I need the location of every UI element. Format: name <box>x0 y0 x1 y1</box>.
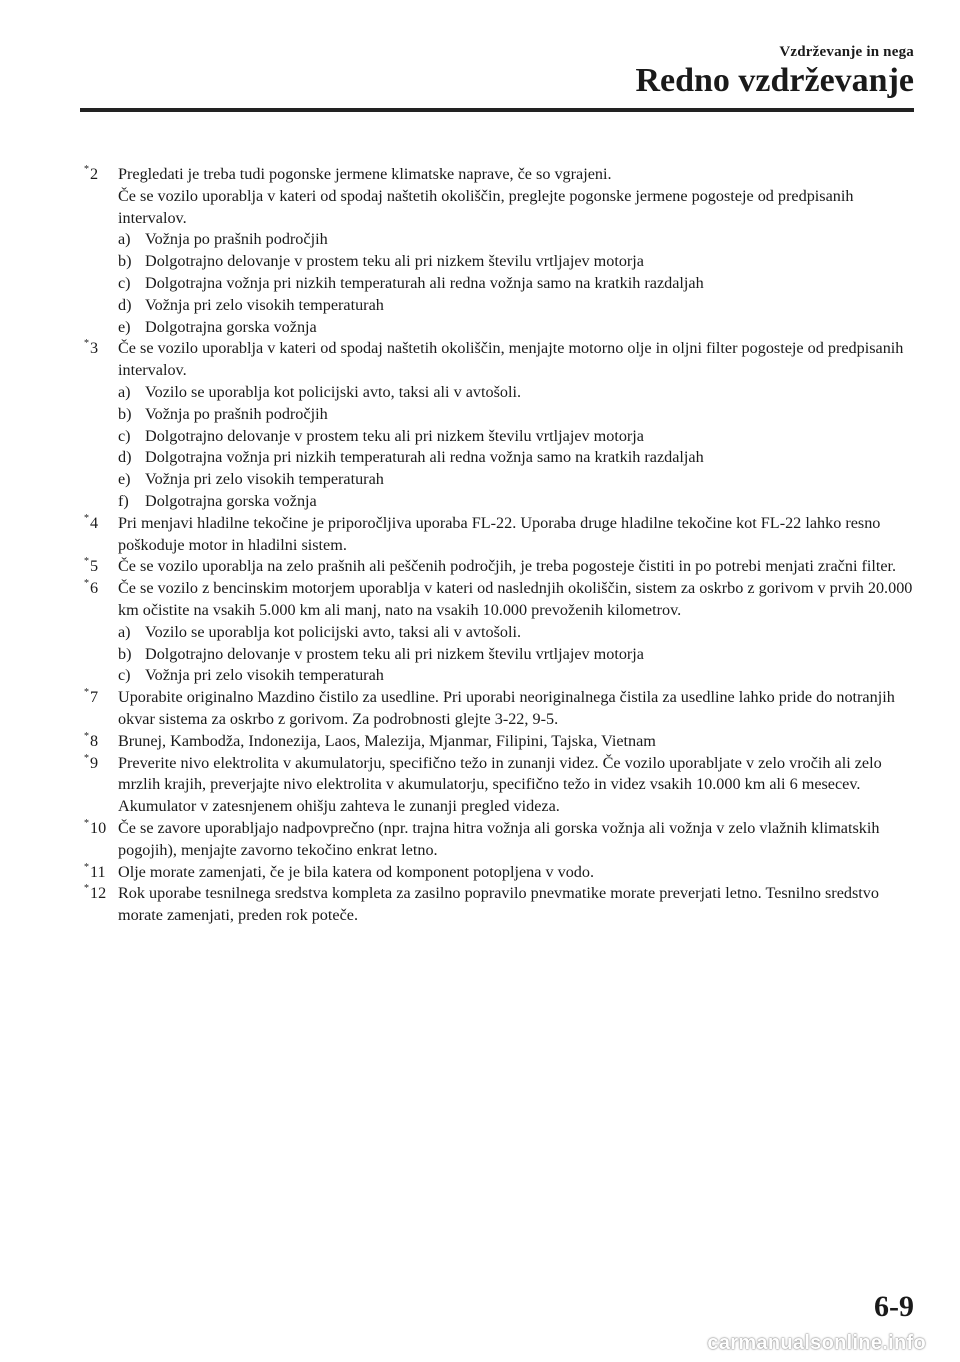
page-title: Redno vzdrževanje <box>635 62 914 99</box>
footnote-paragraph: Preverite nivo elektrolita v akumulatorju, specifično težo in zunanji videz. Če vozilo uporabljate v zelo vročih ali zelo mrzlih krajih, preverjajte nivo elektrolita v akumulatorju, specifično težo in videz vsakih 10.000 km ali 6 mesecev. Akumulator v zatesnjenem ohišju zahteva le zunanji pregled videza. <box>118 753 882 816</box>
list-item-letter: c) <box>118 273 131 292</box>
list-item <box>118 622 920 644</box>
footnote <box>84 753 920 818</box>
footnote-asterisk: * <box>84 578 89 590</box>
list-item-letter: a) <box>118 382 131 401</box>
list-item-text: Vožnja po prašnih področjih <box>145 404 328 423</box>
footnote-asterisk: * <box>84 817 89 829</box>
list-item-text: Vožnja po prašnih področjih <box>145 230 328 249</box>
footnote-asterisk: * <box>84 556 89 568</box>
footnote-paragraph: Brunej, Kambodža, Indonezija, Laos, Malezija, Mjanmar, Filipini, Tajska, Vietnam <box>118 731 656 750</box>
footnote-paragraph: Rok uporabe tesnilnega sredstva kompleta za zasilno popravilo pnevmatike morate preverjati letno. Tesnilno sredstvo morate zamenjati, preden rok poteče. <box>118 884 879 925</box>
footnote-index: 8 <box>90 731 99 750</box>
list-item <box>118 644 920 666</box>
list-item <box>118 491 920 513</box>
footnote-number <box>84 818 118 862</box>
footnote <box>84 862 920 884</box>
list-item-text: Dolgotrajna vožnja pri nizkih temperaturah ali redna vožnja samo na kratkih razdaljah <box>145 273 704 292</box>
footnote-index: 9 <box>90 753 99 772</box>
footnote <box>84 578 920 687</box>
list-item-text: Vožnja pri zelo visokih temperaturah <box>145 666 384 685</box>
page-number: 6-9 <box>874 1290 914 1323</box>
footnote-body <box>118 731 920 753</box>
footnote-body <box>118 513 920 557</box>
list-item-text: Dolgotrajna gorska vožnja <box>145 491 317 510</box>
footnote <box>84 883 920 927</box>
list-item-letter: c) <box>118 666 131 685</box>
footnote-body <box>118 818 920 862</box>
list-item <box>118 665 920 687</box>
footnote <box>84 338 920 512</box>
list-item-letter: c) <box>118 426 131 445</box>
footnote-index: 2 <box>90 165 99 183</box>
footnote-paragraph: Če se vozilo z bencinskim motorjem uporablja v kateri od naslednjih okoliščin, sistem za oskrbo z gorivom v prvih 20.000 km očistite na vsakih 5.000 km ali manj, nato na vsakih 10.000 prevoženih kilometrov. <box>118 579 913 619</box>
list-item-text: Dolgotrajna vožnja pri nizkih temperaturah ali redna vožnja samo na kratkih razdaljah <box>145 448 704 467</box>
footnote <box>84 731 920 753</box>
list-item-letter: e) <box>118 470 131 489</box>
footnote-body <box>118 687 920 731</box>
list-item <box>118 295 920 317</box>
list-item-letter: a) <box>118 230 131 249</box>
footnote-paragraph: Olje morate zamenjati, če je bila katera od komponent potopljena v vodo. <box>118 862 595 881</box>
footnote-body <box>118 556 920 578</box>
footnote-paragraph: Pregledati je treba tudi pogonske jermene klimatske naprave, če so vgrajeni. <box>118 165 612 183</box>
footnote-index: 10 <box>90 818 107 837</box>
footnote-body <box>118 883 920 927</box>
list-item-letter: d) <box>118 448 132 467</box>
footnote-paragraph: Uporabite originalno Mazdino čistilo za usedline. Pri uporabi neoriginalnega čistila za usedline lahko pride do notranjih okvar sistema za oskrbo z gorivom. Za podrobnosti glejte 3-22, 9-5. <box>118 688 895 728</box>
footnote-index: 5 <box>90 557 99 576</box>
list-item-text: Dolgotrajno delovanje v prostem teku ali pri nizkem številu vrtljajev motorja <box>145 644 644 663</box>
list-item-text: Vožnja pri zelo visokih temperaturah <box>145 295 384 314</box>
footnote-paragraph: Pri menjavi hladilne tekočine je priporočljiva uporaba FL-22. Uporaba druge hladilne tekočine kot FL-22 lahko resno poškoduje motor in hladilni sistem. <box>118 513 881 554</box>
list-item-text: Dolgotrajno delovanje v prostem teku ali pri nizkem številu vrtljajev motorja <box>145 426 644 445</box>
footnote-body <box>118 862 920 884</box>
footnote <box>84 164 920 338</box>
list-item-text: Vožnja pri zelo visokih temperaturah <box>145 470 384 489</box>
list-item-letter: e) <box>118 317 131 336</box>
footnote <box>84 556 920 578</box>
list-item-letter: a) <box>118 622 131 641</box>
footnote-number <box>84 164 118 338</box>
footnotes-list <box>84 164 920 927</box>
footnote-asterisk: * <box>84 883 89 895</box>
list-item-text: Vozilo se uporablja kot policijski avto, taksi ali v avtošoli. <box>145 382 522 401</box>
footnote-asterisk: * <box>84 687 89 699</box>
footnote-paragraph: Če se vozilo uporablja v kateri od spodaj naštetih okoliščin, preglejte pogonske jermene pogosteje od predpisanih intervalov. <box>118 186 854 227</box>
footnote-index: 11 <box>90 862 106 881</box>
footnote-number <box>84 578 118 687</box>
list-item <box>118 382 920 404</box>
footnote-number <box>84 513 118 557</box>
footnote-index: 4 <box>90 513 99 532</box>
list-item-letter: b) <box>118 644 132 663</box>
footnote <box>84 818 920 862</box>
footnote-number <box>84 862 118 884</box>
section-label: Vzdrževanje in nega <box>779 44 914 60</box>
footnote-body <box>118 578 920 687</box>
header-rule <box>80 108 914 112</box>
page-header <box>0 0 960 112</box>
list-item <box>118 229 920 251</box>
footnote-paragraph: Če se vozilo uporablja v kateri od spodaj naštetih okoliščin, menjajte motorno olje in oljni filter pogosteje od predpisanih intervalov. <box>118 339 904 380</box>
footnote-asterisk: * <box>84 730 89 742</box>
list-item-letter: f) <box>118 491 129 510</box>
footnote-number <box>84 753 118 818</box>
list-item <box>118 273 920 295</box>
list-item <box>118 469 920 491</box>
list-item-letter: d) <box>118 295 132 314</box>
footnote-index: 3 <box>90 339 99 358</box>
list-item <box>118 317 920 339</box>
watermark: carmanualsonline.info <box>707 1332 926 1354</box>
footnote-index: 12 <box>90 884 107 903</box>
footnote-asterisk: * <box>84 752 89 764</box>
footnote-asterisk: * <box>84 164 89 175</box>
footnote-number <box>84 883 118 927</box>
footnote-number <box>84 731 118 753</box>
footnote-body <box>118 753 920 818</box>
footnote <box>84 687 920 731</box>
footnote-number <box>84 687 118 731</box>
list-item-text: Vozilo se uporablja kot policijski avto, taksi ali v avtošoli. <box>145 622 522 641</box>
footnote-index: 7 <box>90 688 99 707</box>
list-item-letter: b) <box>118 404 132 423</box>
list-item <box>118 426 920 448</box>
footnote-body <box>118 338 920 512</box>
list-item-letter: b) <box>118 252 132 271</box>
footnote-asterisk: * <box>84 338 89 350</box>
footnote-asterisk: * <box>84 861 89 873</box>
list-item <box>118 251 920 273</box>
footnote-index: 6 <box>90 579 99 598</box>
footnote-number <box>84 338 118 512</box>
footnote-number <box>84 556 118 578</box>
footnote-body <box>118 164 920 338</box>
footnote-paragraph: Če se zavore uporabljajo nadpovprečno (npr. trajna hitra vožnja ali gorska vožnja ali vožnja v zelo vlažnih klimatskih pogojih), menjajte zavorno tekočino enkrat letno. <box>118 818 880 859</box>
list-item-text: Dolgotrajno delovanje v prostem teku ali pri nizkem številu vrtljajev motorja <box>145 252 644 271</box>
list-item <box>118 447 920 469</box>
footnote <box>84 513 920 557</box>
list-item <box>118 404 920 426</box>
footnote-paragraph: Če se vozilo uporablja na zelo prašnih ali peščenih področjih, je treba pogosteje čistiti in po potrebi menjati zračni filter. <box>118 557 897 576</box>
footnote-asterisk: * <box>84 512 89 524</box>
list-item-text: Dolgotrajna gorska vožnja <box>145 317 317 336</box>
